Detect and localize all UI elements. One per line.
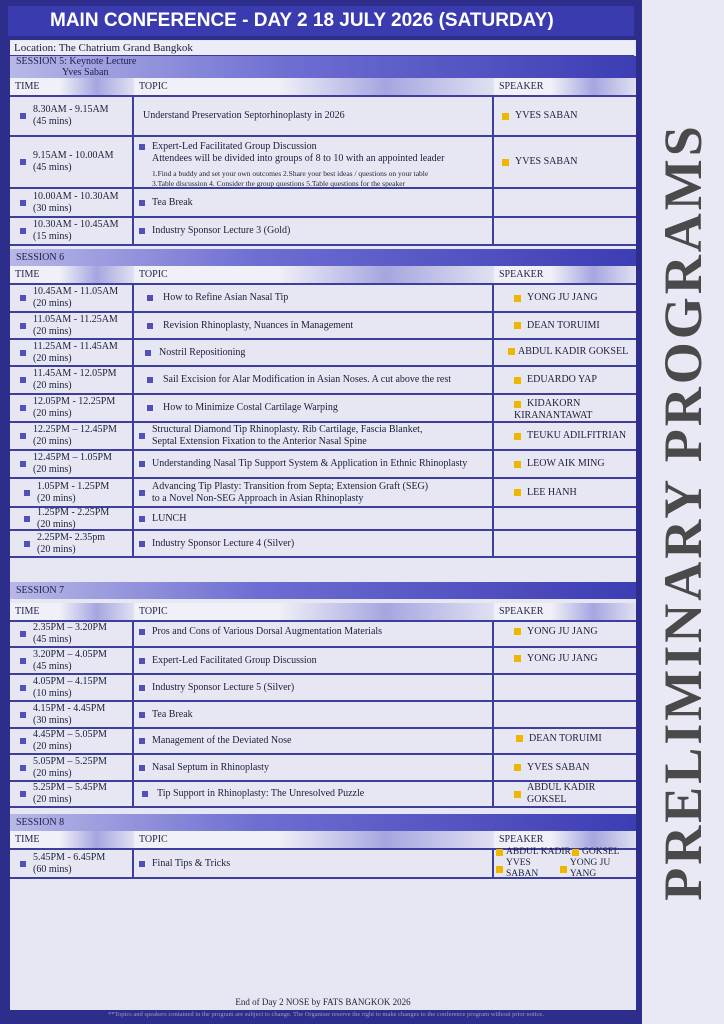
- time-cell: [10, 648, 134, 673]
- duration: (20 mins): [33, 325, 72, 337]
- time-range: 10.30AM - 10.45AM: [33, 219, 119, 230]
- time-cell: [10, 218, 134, 244]
- speaker-name: LEE HANH: [527, 486, 577, 498]
- bullet-icon: [20, 685, 26, 691]
- topic-text: Nasal Septum in Rhinoplasty: [152, 761, 269, 773]
- topic-column-header: TOPIC: [134, 78, 494, 95]
- bullet-icon: [139, 658, 145, 664]
- topic-text: Nostril Repositioning: [159, 346, 246, 358]
- speaker-column-header: SPEAKER: [494, 831, 636, 848]
- bullet-icon: [139, 461, 145, 467]
- bullet-icon: [139, 685, 145, 691]
- duration: (20 mins): [37, 492, 76, 504]
- bullet-icon: [20, 350, 26, 356]
- speaker-cell: [494, 189, 636, 216]
- topic-subtext: Attendees will be divided into groups of 8 to 10 with an appointed leader: [152, 153, 445, 164]
- topic-text: Management of the Deviated Nose: [152, 735, 292, 746]
- speaker-marker-icon: [514, 489, 521, 496]
- time-cell: [10, 137, 134, 187]
- session-5-keynote-speaker: Yves Saban: [62, 67, 109, 78]
- speaker-marker-icon: [502, 113, 509, 120]
- time-range: 5.25PM – 5.45PM: [33, 782, 107, 793]
- time-range: 1.05PM - 1.25PM: [37, 480, 110, 492]
- topic-text: Tea Break: [152, 196, 193, 208]
- bullet-icon: [20, 765, 26, 771]
- time-cell: [10, 508, 134, 529]
- topic-text: Final Tips & Tricks: [152, 857, 231, 869]
- location-label: Location: The Chatrium Grand Bangkok: [10, 41, 634, 56]
- time-range: 8.30AM - 9.15AM: [33, 104, 109, 115]
- speaker-cell: [494, 218, 636, 244]
- speaker-cell: [494, 313, 636, 338]
- topic-cell: [134, 137, 494, 187]
- bullet-icon: [139, 516, 145, 522]
- page-title: MAIN CONFERENCE - DAY 2 18 JULY 2026 (SATURDAY): [8, 6, 634, 36]
- speaker-cell: [494, 729, 636, 753]
- speaker-column-header: SPEAKER: [494, 266, 636, 283]
- speaker-marker-icon: [560, 866, 567, 873]
- speaker-name: YVES SABAN: [515, 156, 578, 167]
- topic-text: Tip Support in Rhinoplasty: The Unresolved Puzzle: [157, 788, 365, 799]
- speaker-marker-icon: [514, 764, 521, 771]
- topic-subtext: Septal Extension Fixation to the Anterior Nasal Spine: [152, 436, 367, 447]
- table-row: [10, 421, 636, 449]
- speaker-cell: [494, 531, 636, 556]
- bullet-icon: [139, 433, 145, 439]
- time-range: 5.05PM – 5.25PM: [33, 755, 107, 767]
- bullet-icon: [20, 228, 26, 234]
- bullet-icon: [147, 377, 153, 383]
- bullet-icon: [20, 323, 26, 329]
- speaker-name: YONG JU JANG: [527, 626, 598, 637]
- table-row: [10, 283, 636, 311]
- topic-text: Understand Preservation Septorhinoplasty in 2026: [143, 110, 345, 121]
- session-5-label: SESSION 5: Keynote Lecture: [16, 56, 137, 67]
- bullet-icon: [145, 350, 151, 356]
- topic-text: Sail Excision for Alar Modification in Asian Noses. A cut above the rest: [163, 374, 452, 385]
- time-range: 4.15PM - 4.45PM: [33, 702, 106, 714]
- speaker-name: YONG JU YANG: [569, 858, 611, 879]
- time-cell: [10, 285, 134, 311]
- preliminary-programs-title: PRELIMINARY PROGRAMS: [653, 123, 713, 901]
- speaker-marker-icon: [514, 461, 521, 468]
- discussion-steps-line-1: 1.Find a buddy and set your own outcomes 2.Share your best ideas / questions on your table: [152, 169, 429, 178]
- topic-text: Expert-Led Facilitated Group Discussion: [152, 654, 317, 666]
- topic-cell: [134, 395, 494, 421]
- topic-cell: [134, 702, 494, 727]
- bullet-icon: [24, 516, 30, 522]
- table-row: [10, 365, 636, 393]
- duration: (60 mins): [33, 863, 72, 875]
- table-row: [10, 673, 636, 700]
- table-row: [10, 393, 636, 421]
- speaker-cell: [494, 702, 636, 727]
- topic-text: Structural Diamond Tip Rhinoplasty. Rib Cartilage, Fascia Blanket,: [152, 424, 423, 435]
- bullet-icon: [147, 323, 153, 329]
- bullet-icon: [139, 490, 145, 496]
- time-range: 10.45AM - 11.05AM: [33, 286, 119, 297]
- table-row: [10, 753, 636, 780]
- speaker-marker-icon: [514, 295, 521, 302]
- topic-cell: [134, 729, 494, 753]
- session-7-header: SESSION 7: [10, 582, 636, 599]
- table-row: [10, 646, 636, 673]
- speaker-name: DEAN TORUIMI: [529, 733, 602, 744]
- speaker-name: YVES SABAN: [515, 110, 578, 121]
- time-cell: [10, 782, 134, 806]
- footer-text: End of Day 2 NOSE by FATS BANGKOK 2026: [235, 997, 411, 1007]
- topic-text: Industry Sponsor Lecture 4 (Silver): [152, 537, 295, 549]
- time-range: 2.35PM – 3.20PM: [33, 622, 107, 633]
- duration: (45 mins): [33, 162, 72, 173]
- bullet-icon: [20, 658, 26, 664]
- table-row: [10, 620, 636, 646]
- bullet-icon: [139, 861, 145, 867]
- time-cell: [10, 423, 134, 449]
- speaker-cell: [494, 395, 636, 421]
- speaker-cell: [494, 782, 636, 806]
- topic-text: Tea Break: [152, 708, 193, 720]
- time-range: 11.45AM - 12.05PM: [33, 368, 117, 379]
- time-cell: [10, 755, 134, 780]
- speaker-marker-icon: [514, 322, 521, 329]
- duration: (15 mins): [33, 231, 72, 242]
- time-column-header: TIME: [10, 603, 134, 620]
- bullet-icon: [139, 144, 145, 150]
- time-cell: [10, 451, 134, 477]
- time-cell: [10, 395, 134, 421]
- time-range: 9.15AM - 10.00AM: [33, 150, 114, 161]
- table-row: [10, 187, 636, 216]
- topic-text: Understanding Nasal Tip Support System & Application in Ethnic Rhinoplasty: [152, 458, 468, 469]
- bullet-icon: [20, 113, 26, 119]
- bullet-icon: [139, 200, 145, 206]
- session-8-header: SESSION 8: [10, 814, 636, 831]
- speaker-name: ABDUL KADIR: [506, 847, 571, 857]
- bullet-icon: [142, 791, 148, 797]
- duration: (20 mins): [33, 436, 72, 447]
- time-range: 3.20PM – 4.05PM: [33, 648, 107, 660]
- time-cell: [10, 622, 134, 646]
- topic-text: Industry Sponsor Lecture 5 (Silver): [152, 681, 295, 693]
- duration: (20 mins): [33, 794, 72, 805]
- speaker-marker-icon: [502, 159, 509, 166]
- time-cell: [10, 729, 134, 753]
- speaker-cell: [494, 367, 636, 393]
- topic-cell: [134, 622, 494, 646]
- duration: (20 mins): [37, 518, 76, 530]
- time-column-header: TIME: [10, 831, 134, 848]
- speaker-marker-icon: [514, 433, 521, 440]
- time-range: 10.00AM - 10.30AM: [33, 190, 119, 202]
- time-range: 1.25PM - 2.25PM: [37, 506, 110, 518]
- topic-cell: [134, 451, 494, 477]
- time-cell: [10, 97, 134, 135]
- topic-cell: [134, 479, 494, 506]
- speaker-marker-icon: [514, 791, 521, 798]
- bullet-icon: [139, 738, 145, 744]
- duration: (20 mins): [33, 767, 72, 779]
- duration: (30 mins): [33, 202, 72, 214]
- bullet-icon: [20, 159, 26, 165]
- time-range: 11.25AM - 11.45AM: [33, 340, 118, 352]
- topic-text: LUNCH: [152, 512, 187, 524]
- session-6-header: SESSION 6: [10, 249, 636, 266]
- speaker-column-header: SPEAKER: [494, 78, 636, 95]
- speaker-name: ABDUL KADIR GOKSEL: [518, 346, 629, 357]
- topic-cell: [134, 285, 494, 311]
- duration: (45 mins): [33, 634, 72, 645]
- speaker-name-line-2: GOKSEL: [527, 794, 567, 805]
- bullet-icon: [20, 405, 26, 411]
- speaker-marker-icon: [496, 849, 503, 856]
- session-5-header: [10, 56, 636, 78]
- topic-text: Industry Sponsor Lecture 3 (Gold): [152, 225, 291, 236]
- time-cell: [10, 367, 134, 393]
- bullet-icon: [139, 228, 145, 234]
- duration: (20 mins): [33, 352, 72, 364]
- time-cell: [10, 702, 134, 727]
- duration: (10 mins): [33, 687, 72, 699]
- topic-cell: [134, 367, 494, 393]
- topic-column-header: TOPIC: [134, 603, 494, 620]
- speaker-marker-icon: [508, 348, 515, 355]
- topic-text: Advancing Tip Plasty: Transition from Septa; Extension Graft (SEG): [152, 480, 429, 492]
- time-range: 4.05PM – 4.15PM: [33, 675, 107, 687]
- bullet-icon: [139, 712, 145, 718]
- time-column-header: TIME: [10, 78, 134, 95]
- speaker-marker-icon: [572, 849, 579, 856]
- speaker-marker-icon: [514, 655, 521, 662]
- topic-text: How to Refine Asian Nasal Tip: [163, 292, 289, 303]
- speaker-name: YONG JU JANG: [527, 292, 598, 303]
- duration: (20 mins): [33, 298, 72, 309]
- bullet-icon: [20, 738, 26, 744]
- topic-subtext: to a Novel Non-SEG Approach in Asian Rhinoplasty: [152, 492, 364, 504]
- bullet-icon: [20, 433, 26, 439]
- bullet-icon: [139, 765, 145, 771]
- table-row: [10, 780, 636, 808]
- table-row: [10, 506, 636, 529]
- bullet-icon: [20, 461, 26, 467]
- bullet-icon: [20, 377, 26, 383]
- speaker-name: YVES SABAN: [506, 858, 539, 879]
- speaker-cell: [494, 755, 636, 780]
- topic-cell: [134, 189, 494, 216]
- speaker-cell: [494, 451, 636, 477]
- speaker-name: ABDUL KADIR: [527, 782, 596, 793]
- speaker-name: GOKSEL: [582, 847, 620, 857]
- speaker-name: TEUKU ADILFITRIAN: [527, 430, 627, 441]
- speaker-cell: [494, 285, 636, 311]
- topic-text: Expert-Led Facilitated Group Discussion: [152, 141, 317, 152]
- bullet-icon: [20, 791, 26, 797]
- speaker-cell: [494, 479, 636, 506]
- topic-cell: [134, 340, 494, 365]
- bullet-icon: [147, 295, 153, 301]
- time-range: 2.25PM- 2.35pm: [37, 531, 106, 543]
- time-range: 12.25PM – 12.45PM: [33, 424, 117, 435]
- duration: (30 mins): [33, 714, 72, 726]
- speaker-cell: [494, 508, 636, 529]
- topic-cell: [134, 313, 494, 338]
- speaker-name: EDUARDO YAP: [527, 374, 597, 385]
- topic-cell: [134, 675, 494, 700]
- speaker-name-line-2: KIRANANTAWAT: [514, 410, 593, 421]
- time-cell: [10, 313, 134, 338]
- speaker-cell: [494, 97, 636, 135]
- time-range: 4.45PM – 5.05PM: [33, 729, 107, 740]
- speaker-cell: [494, 622, 636, 646]
- speaker-marker-icon: [496, 866, 503, 873]
- time-range: 11.05AM - 11.25AM: [33, 313, 118, 325]
- topic-cell: [134, 423, 494, 449]
- time-cell: [10, 340, 134, 365]
- duration: (20 mins): [33, 464, 72, 475]
- bullet-icon: [139, 541, 145, 547]
- speaker-column-header: SPEAKER: [494, 603, 636, 620]
- time-cell: [10, 675, 134, 700]
- speaker-name: YONG JU JANG: [527, 653, 598, 664]
- table-row: [10, 95, 636, 135]
- bullet-icon: [24, 541, 30, 547]
- bullet-icon: [20, 861, 26, 867]
- time-range: 12.05PM - 12.25PM: [33, 396, 116, 407]
- discussion-steps-line-2: 3.Table discussion 4. Consider the group questions 5.Table questions for the speaker: [152, 179, 406, 188]
- disclaimer-text: **Topics and speakers contained in the program are subject to change. The Organiser reserve the right to make changes to the conference program without prior notice.: [108, 1011, 544, 1018]
- speaker-cell: [494, 847, 636, 879]
- speaker-name: LEOW AIK MING: [527, 458, 605, 469]
- speaker-marker-icon: [514, 628, 521, 635]
- topic-text: How to Minimize Costal Cartilage Warping: [163, 402, 338, 413]
- table-row: [10, 727, 636, 753]
- duration: (20 mins): [33, 741, 72, 752]
- speaker-cell: [494, 675, 636, 700]
- topic-cell: [134, 782, 494, 806]
- table-row: [10, 477, 636, 506]
- table-row: [10, 529, 636, 558]
- time-range: 5.45PM - 6.45PM: [33, 851, 106, 863]
- duration: (20 mins): [33, 380, 72, 391]
- topic-cell: [134, 755, 494, 780]
- duration: (45 mins): [33, 660, 72, 672]
- time-cell: [10, 531, 134, 556]
- speaker-marker-icon: [514, 401, 521, 408]
- topic-cell: [134, 508, 494, 529]
- duration: (45 mins): [33, 116, 72, 127]
- bullet-icon: [139, 629, 145, 635]
- topic-cell: [134, 850, 494, 877]
- time-range: 12.45PM – 1.05PM: [33, 452, 112, 463]
- table-row: [10, 848, 636, 879]
- speaker-marker-icon: [516, 735, 523, 742]
- time-column-header: TIME: [10, 266, 134, 283]
- bullet-icon: [20, 200, 26, 206]
- bullet-icon: [20, 631, 26, 637]
- speaker-name: DEAN TORUIMI: [527, 319, 600, 331]
- table-row: [10, 449, 636, 477]
- bullet-icon: [147, 405, 153, 411]
- bullet-icon: [20, 295, 26, 301]
- topic-text: Revision Rhinoplasty, Nuances in Management: [163, 319, 354, 331]
- time-cell: [10, 189, 134, 216]
- topic-cell: [134, 648, 494, 673]
- topic-text: Pros and Cons of Various Dorsal Augmentation Materials: [152, 626, 383, 637]
- duration: (20 mins): [37, 543, 76, 555]
- duration: (20 mins): [33, 408, 72, 419]
- speaker-cell: [494, 137, 636, 187]
- speaker-cell: [494, 423, 636, 449]
- speaker-name: YVES SABAN: [527, 761, 590, 773]
- bullet-icon: [24, 490, 30, 496]
- table-row: [10, 311, 636, 338]
- topic-column-header: TOPIC: [134, 266, 494, 283]
- bullet-icon: [20, 712, 26, 718]
- topic-cell: [134, 531, 494, 556]
- table-row: [10, 700, 636, 727]
- table-row: [10, 338, 636, 365]
- time-cell: [10, 479, 134, 506]
- speaker-name: KIDAKORN: [527, 398, 581, 409]
- table-row: [10, 135, 636, 187]
- topic-cell: [134, 97, 494, 135]
- speaker-cell: [494, 340, 636, 365]
- speaker-cell: [494, 648, 636, 673]
- time-cell: [10, 850, 134, 877]
- speaker-marker-icon: [514, 377, 521, 384]
- topic-column-header: TOPIC: [134, 831, 494, 848]
- table-row: [10, 216, 636, 246]
- topic-cell: [134, 218, 494, 244]
